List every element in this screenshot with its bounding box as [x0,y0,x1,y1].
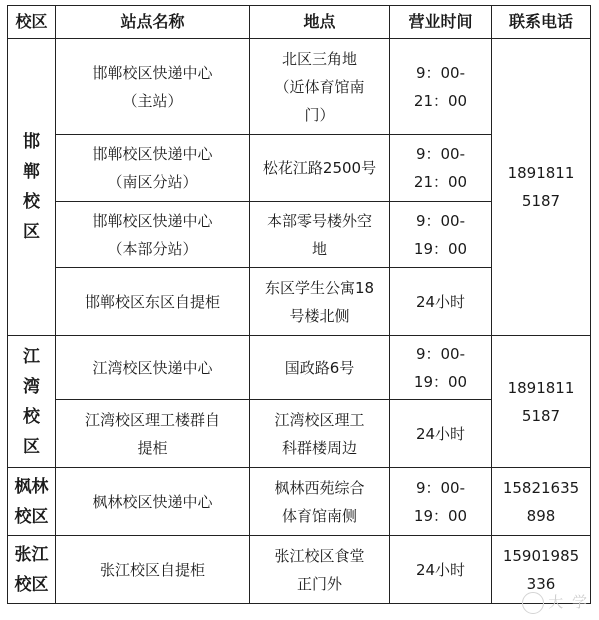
phone-cell-jiangwan: 1891811 5187 [492,336,591,468]
station-name-cell: 邯郸校区快递中心 （南区分站） [56,135,250,202]
express-station-table [7,5,591,604]
hours-cell: 24小时 [390,400,492,468]
hours-cell: 9：00- 19：00 [390,202,492,268]
university-watermark [522,591,589,614]
location-cell: 张江校区食堂 正门外 [250,536,390,604]
table-row [8,39,591,135]
hours-cell: 9：00- 19：00 [390,336,492,400]
table-row [8,336,591,400]
location-cell: 国政路6号 [250,336,390,400]
phone-cell-fenglin: 15821635 898 [492,468,591,536]
header-hours: 营业时间 [390,6,492,39]
phone-cell-handan: 1891811 5187 [492,39,591,336]
header-location: 地点 [250,6,390,39]
phone-cell-zhangjiang: 15901985 336 [492,536,591,604]
campus-cell-fenglin: 枫林 校区 [8,468,56,536]
hours-cell: 24小时 [390,536,492,604]
station-name-cell: 枫林校区快递中心 [56,468,250,536]
header-row [8,6,591,39]
campus-cell-zhangjiang: 张江 校区 [8,536,56,604]
table-row [8,536,591,604]
header-campus: 校区 [8,6,56,39]
station-name-cell: 邯郸校区快递中心 （主站） [56,39,250,135]
header-station-name: 站点名称 [56,6,250,39]
campus-cell-jiangwan: 江 湾 校 区 [8,336,56,468]
location-cell: 江湾校区理工 科群楼周边 [250,400,390,468]
station-name-cell: 江湾校区快递中心 [56,336,250,400]
location-cell: 松花江路2500号 [250,135,390,202]
location-cell: 本部零号楼外空 地 [250,202,390,268]
station-name-cell: 张江校区自提柜 [56,536,250,604]
campus-cell-handan: 邯 郸 校 区 [8,39,56,336]
table-row [8,468,591,536]
station-name-cell: 邯郸校区快递中心 （本部分站） [56,202,250,268]
hours-cell: 9：00- 21：00 [390,135,492,202]
hours-cell: 9：00- 19：00 [390,468,492,536]
location-cell: 枫林西苑综合 体育馆南侧 [250,468,390,536]
university-seal-icon [522,592,544,614]
station-name-cell: 邯郸校区东区自提柜 [56,268,250,336]
hours-cell: 9：00- 21：00 [390,39,492,135]
location-cell: 东区学生公寓18 号楼北侧 [250,268,390,336]
hours-cell: 24小时 [390,268,492,336]
station-name-cell: 江湾校区理工楼群自 提柜 [56,400,250,468]
location-cell: 北区三角地 （近体育馆南 门） [250,39,390,135]
watermark-text: 大 学 [548,593,589,611]
header-phone: 联系电话 [492,6,591,39]
